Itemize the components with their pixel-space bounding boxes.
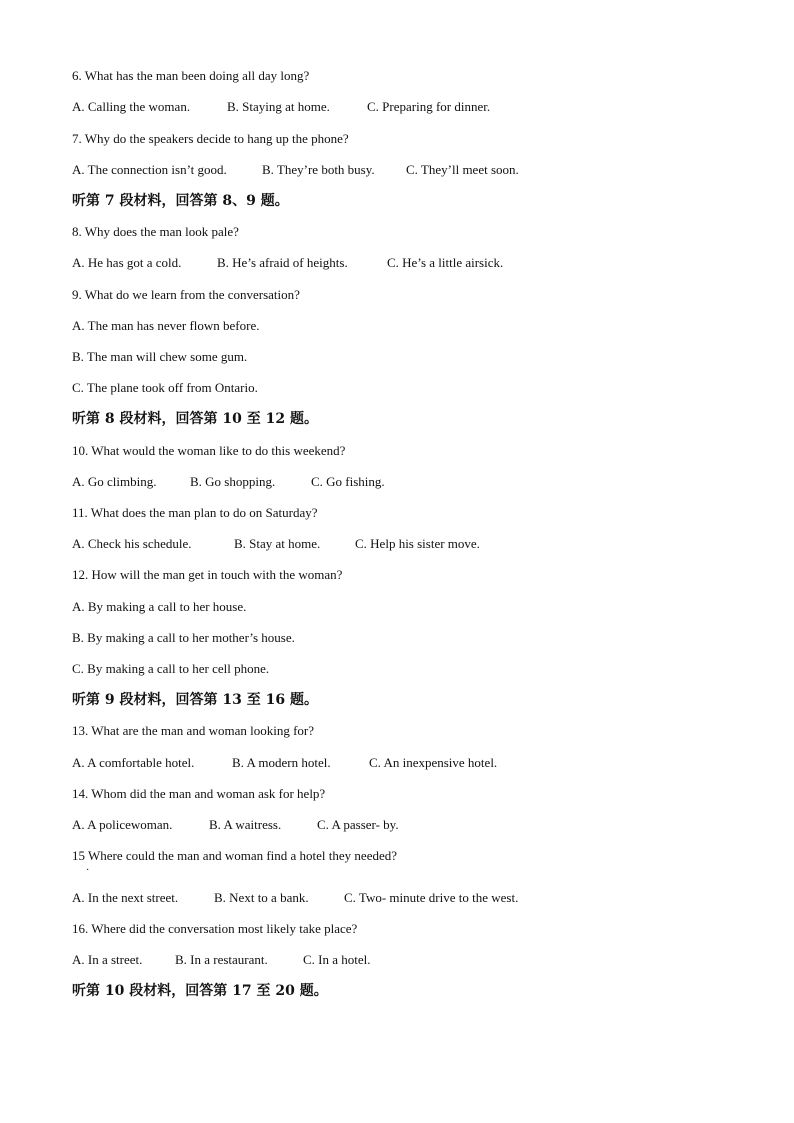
question-15-stem: 15 Where could the man and woman find a hotel they needed?: [72, 848, 398, 863]
question-8-options: [72, 255, 503, 271]
question-15-option-c: C. Two- minute drive to the west.: [344, 890, 519, 905]
question-10-options: [72, 474, 385, 490]
question-10-option-b: B. Go shopping.: [190, 474, 276, 489]
question-7-option-c: C. They’ll meet soon.: [406, 162, 519, 177]
question-9-option-c: C. The plane took off from Ontario.: [72, 380, 258, 395]
question-14-stem: 14. Whom did the man and woman ask for help?: [72, 786, 326, 801]
question-15-option-b: B. Next to a bank.: [214, 890, 309, 905]
question-13-option-c: C. An inexpensive hotel.: [369, 755, 498, 770]
question-6-options: [72, 99, 490, 115]
section-7-heading: 听第 7 段材料，回答第 8、9 题。: [72, 193, 289, 209]
question-10-stem: 10. What would the woman like to do this weekend?: [72, 443, 346, 458]
question-14-option-a: A. A policewoman.: [72, 817, 173, 832]
question-16-option-b: B. In a restaurant.: [175, 952, 268, 967]
section-8-heading: 听第 8 段材料，回答第 10 至 12 题。: [72, 411, 318, 427]
question-12-option-b: B. By making a call to her mother’s house.: [72, 630, 295, 645]
question-12-option-c: C. By making a call to her cell phone.: [72, 661, 270, 676]
question-15-options: [72, 890, 518, 906]
question-13-option-a: A. A comfortable hotel.: [72, 755, 195, 770]
question-11-options: [72, 536, 480, 552]
question-16-options: [72, 952, 371, 968]
question-13-stem: 13. What are the man and woman looking for?: [72, 723, 314, 738]
question-8-option-b: B. He’s afraid of heights.: [217, 255, 348, 270]
question-14-option-b: B. A waitress.: [209, 817, 282, 832]
question-11-stem: 11. What does the man plan to do on Saturday?: [72, 505, 318, 520]
question-11-option-b: B. Stay at home.: [234, 536, 321, 551]
question-11-option-c: C. Help his sister move.: [355, 536, 480, 551]
question-16-stem: 16. Where did the conversation most likely take place?: [72, 921, 358, 936]
question-16-option-c: C. In a hotel.: [303, 952, 371, 967]
question-8-option-c: C. He’s a little airsick.: [387, 255, 504, 270]
question-6-stem: 6. What has the man been doing all day long?: [72, 68, 310, 83]
question-9-option-b: B. The man will chew some gum.: [72, 349, 248, 364]
question-12-option-a: A. By making a call to her house.: [72, 599, 247, 614]
question-6-option-b: B. Staying at home.: [227, 99, 330, 114]
question-13-options: [72, 755, 497, 771]
question-7-stem: 7. Why do the speakers decide to hang up the phone?: [72, 131, 349, 146]
question-9-option-a: A. The man has never flown before.: [72, 318, 260, 333]
question-8-stem: 8. Why does the man look pale?: [72, 224, 239, 239]
question-10-option-a: A. Go climbing.: [72, 474, 157, 489]
stray-dot-mark: ·: [86, 865, 90, 876]
question-14-options: [72, 817, 399, 833]
question-7-option-a: A. The connection isn’t good.: [72, 162, 227, 177]
question-13-option-b: B. A modern hotel.: [232, 755, 331, 770]
section-9-heading: 听第 9 段材料，回答第 13 至 16 题。: [72, 692, 318, 708]
question-14-option-c: C. A passer- by.: [317, 817, 399, 832]
question-12-stem: 12. How will the man get in touch with the woman?: [72, 567, 343, 582]
question-9-stem: 9. What do we learn from the conversation?: [72, 287, 300, 302]
question-15-option-a: A. In the next street.: [72, 890, 179, 905]
question-7-options: [72, 162, 519, 178]
section-10-heading: 听第 10 段材料，回答第 17 至 20 题。: [72, 983, 328, 999]
question-7-option-b: B. They’re both busy.: [262, 162, 375, 177]
question-6-option-a: A. Calling the woman.: [72, 99, 191, 114]
question-10-option-c: C. Go fishing.: [311, 474, 385, 489]
question-11-option-a: A. Check his schedule.: [72, 536, 192, 551]
question-8-option-a: A. He has got a cold.: [72, 255, 182, 270]
question-6-option-c: C. Preparing for dinner.: [367, 99, 491, 114]
question-16-option-a: A. In a street.: [72, 952, 143, 967]
